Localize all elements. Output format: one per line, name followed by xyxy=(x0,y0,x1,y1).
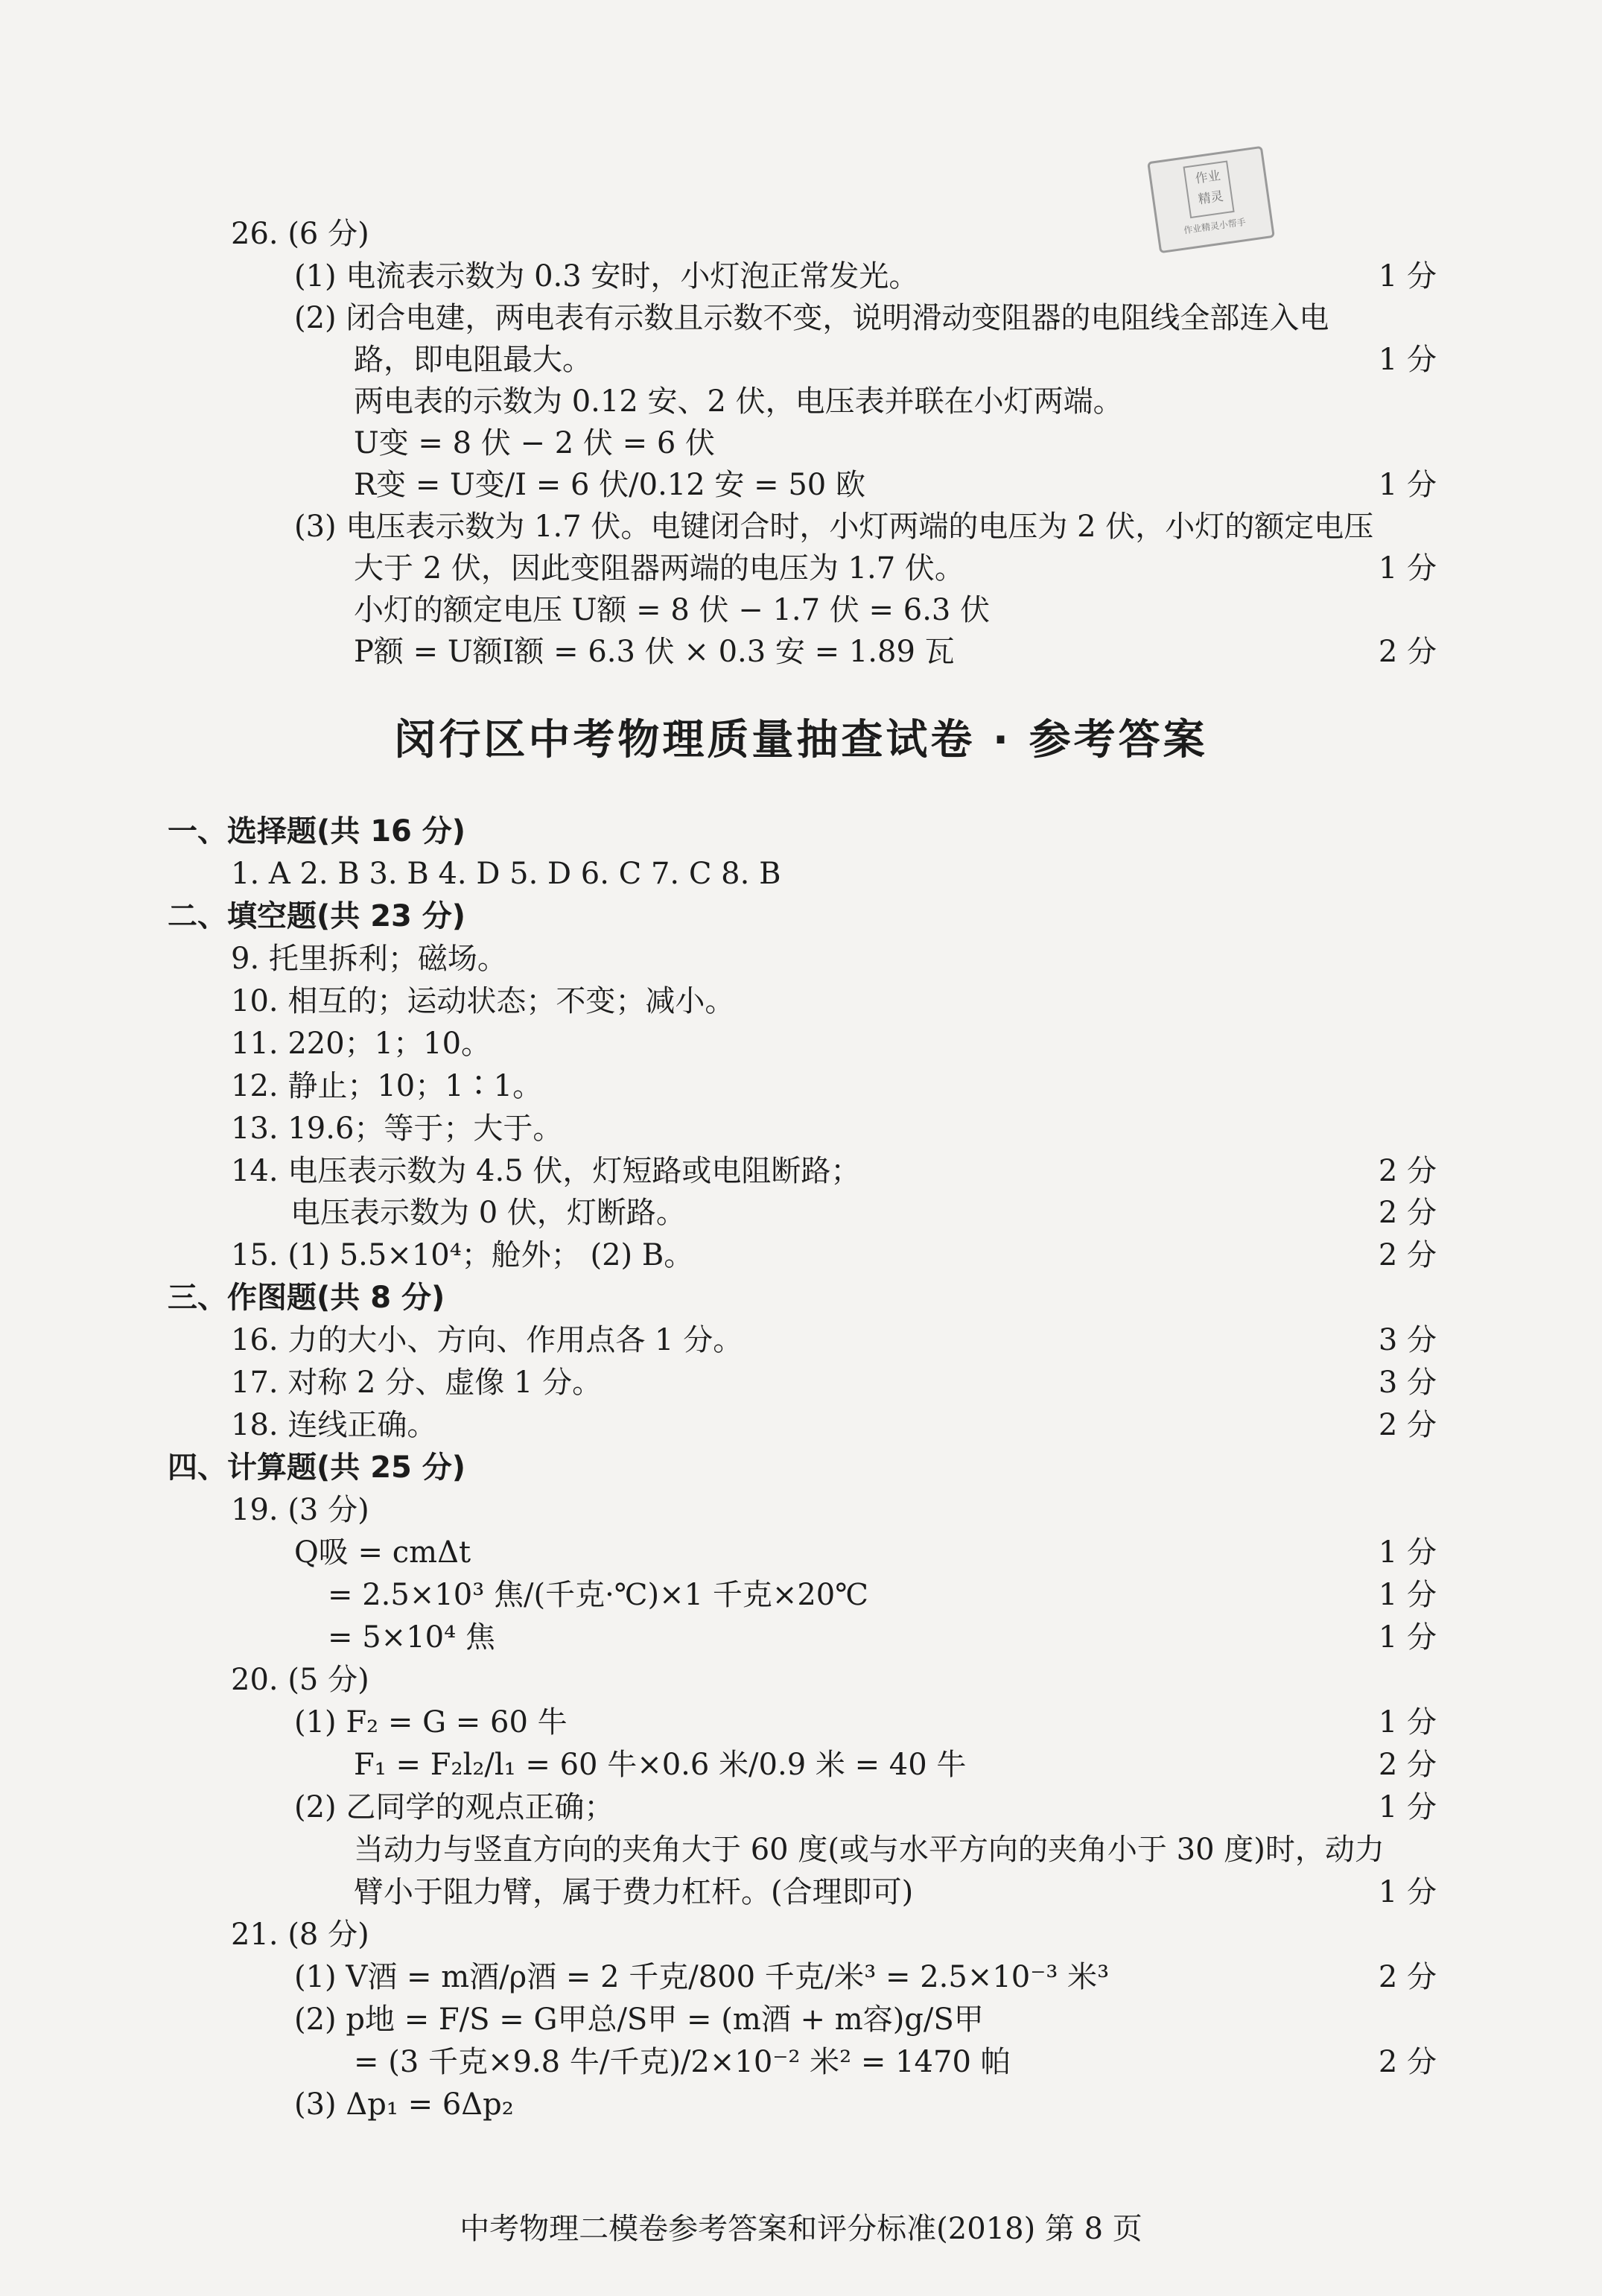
answer-line: Q吸 = cmΔt xyxy=(294,1535,471,1570)
score-label: 1 分 xyxy=(1378,1705,1437,1740)
score-label: 1 分 xyxy=(1378,1790,1437,1824)
section-heading: 四、计算题(共 25 分) xyxy=(168,1450,466,1485)
answer-line: 电压表示数为 0 伏，灯断路。 xyxy=(290,1196,686,1230)
answer-line: 1. A 2. B 3. B 4. D 5. D 6. C 7. C 8. B xyxy=(231,857,781,891)
answer-line: 臂小于阻力臂，属于费力杠杆。(合理即可) xyxy=(354,1875,914,1909)
answer-line: 20. (5 分) xyxy=(231,1663,369,1697)
answer-line: 19. (3 分) xyxy=(231,1493,369,1527)
stamp-line2: 精灵 xyxy=(1197,188,1224,208)
score-label: 1 分 xyxy=(1378,259,1437,294)
score-label: 2 分 xyxy=(1378,1748,1437,1782)
score-label: 1 分 xyxy=(1378,551,1437,586)
answer-line: P额 = U额I额 = 6.3 伏 × 0.3 安 = 1.89 瓦 xyxy=(354,635,955,669)
score-label: 3 分 xyxy=(1378,1366,1437,1400)
score-label: 1 分 xyxy=(1378,1535,1437,1570)
answer-line: (2) p地 = F/S = G甲总/S甲 = (m酒 + m容)g/S甲 xyxy=(294,2002,984,2037)
answer-line: 10. 相互的；运动状态；不变；减小。 xyxy=(231,984,735,1018)
answer-line: 15. (1) 5.5×10⁴；舱外； (2) B。 xyxy=(231,1238,694,1272)
answer-line: (3) Δp₁ = 6Δp₂ xyxy=(294,2087,514,2122)
score-label: 2 分 xyxy=(1378,1408,1437,1442)
answer-line: 17. 对称 2 分、虚像 1 分。 xyxy=(231,1366,603,1400)
answer-line: U变 = 8 伏 − 2 伏 = 6 伏 xyxy=(354,426,716,460)
answer-line: = 5×10⁴ 焦 xyxy=(328,1620,495,1655)
answer-line: 小灯的额定电压 U额 = 8 伏 − 1.7 伏 = 6.3 伏 xyxy=(354,593,991,627)
answer-line: 11. 220；1；10。 xyxy=(231,1027,492,1061)
answer-line: 21. (8 分) xyxy=(231,1918,369,1952)
answer-line: R变 = U变/I = 6 伏/0.12 安 = 50 欧 xyxy=(354,468,865,502)
answer-line: 16. 力的大小、方向、作用点各 1 分。 xyxy=(231,1323,743,1357)
answer-line: 路，即电阻最大。 xyxy=(354,343,592,377)
answer-line: (2) 闭合电建，两电表有示数且示数不变，说明滑动变阻器的电阻线全部连入电 xyxy=(294,301,1329,335)
answer-line: 14. 电压表示数为 4.5 伏，灯短路或电阻断路； xyxy=(231,1154,861,1188)
score-label: 2 分 xyxy=(1378,1154,1437,1188)
score-label: 2 分 xyxy=(1378,1960,1437,1994)
answer-line: 18. 连线正确。 xyxy=(231,1408,437,1442)
answer-line: 大于 2 伏，因此变阻器两端的电压为 1.7 伏。 xyxy=(354,551,964,586)
answer-line: (1) F₂ = G = 60 牛 xyxy=(294,1705,568,1740)
answer-line: 26. (6 分) xyxy=(231,217,369,251)
score-label: 2 分 xyxy=(1378,1196,1437,1230)
score-label: 3 分 xyxy=(1378,1323,1437,1357)
section-heading: 一、选择题(共 16 分) xyxy=(168,814,466,849)
answer-line: = 2.5×10³ 焦/(千克·℃)×1 千克×20℃ xyxy=(328,1578,868,1612)
page-title: 闵行区中考物理质量抽查试卷 · 参考答案 xyxy=(394,716,1208,764)
score-label: 2 分 xyxy=(1378,635,1437,669)
section-heading: 三、作图题(共 8 分) xyxy=(168,1281,445,1315)
score-label: 1 分 xyxy=(1378,343,1437,377)
score-label: 1 分 xyxy=(1378,1578,1437,1612)
score-label: 1 分 xyxy=(1378,1875,1437,1909)
answer-line: 9. 托里拆利；磁场。 xyxy=(231,942,507,976)
score-label: 2 分 xyxy=(1378,2045,1437,2079)
watermark-stamp xyxy=(1147,146,1275,254)
answer-line: 当动力与竖直方向的夹角大于 60 度(或与水平方向的夹角小于 30 度)时，动力 xyxy=(354,1833,1385,1867)
answer-line: (2) 乙同学的观点正确； xyxy=(294,1790,614,1824)
section-heading: 二、填空题(共 23 分) xyxy=(168,899,466,933)
page-footer: 中考物理二模卷参考答案和评分标准(2018) 第 8 页 xyxy=(460,2212,1142,2246)
answer-line: (1) 电流表示数为 0.3 安时，小灯泡正常发光。 xyxy=(294,259,919,294)
answer-line: 12. 静止；10；1∶1。 xyxy=(231,1069,543,1103)
answer-line: (3) 电压表示数为 1.7 伏。电键闭合时，小灯两端的电压为 2 伏，小灯的额定电压 xyxy=(294,510,1374,544)
score-label: 2 分 xyxy=(1378,1238,1437,1272)
stamp-line3: 作业精灵小帮手 xyxy=(1183,216,1247,236)
score-label: 1 分 xyxy=(1378,1620,1437,1655)
answer-line: F₁ = F₂l₂/l₁ = 60 牛×0.6 米/0.9 米 = 40 牛 xyxy=(354,1748,967,1782)
answer-line: 13. 19.6；等于；大于。 xyxy=(231,1111,563,1146)
stamp-line1: 作业 xyxy=(1194,168,1222,187)
score-label: 1 分 xyxy=(1378,468,1437,502)
answer-line: = (3 千克×9.8 牛/千克)/2×10⁻² 米² = 1470 帕 xyxy=(354,2045,1011,2079)
answer-line: (1) V酒 = m酒/ρ酒 = 2 千克/800 千克/米³ = 2.5×10⁻³ 米³ xyxy=(294,1960,1110,1994)
answer-line: 两电表的示数为 0.12 安、2 伏，电压表并联在小灯两端。 xyxy=(354,384,1123,419)
